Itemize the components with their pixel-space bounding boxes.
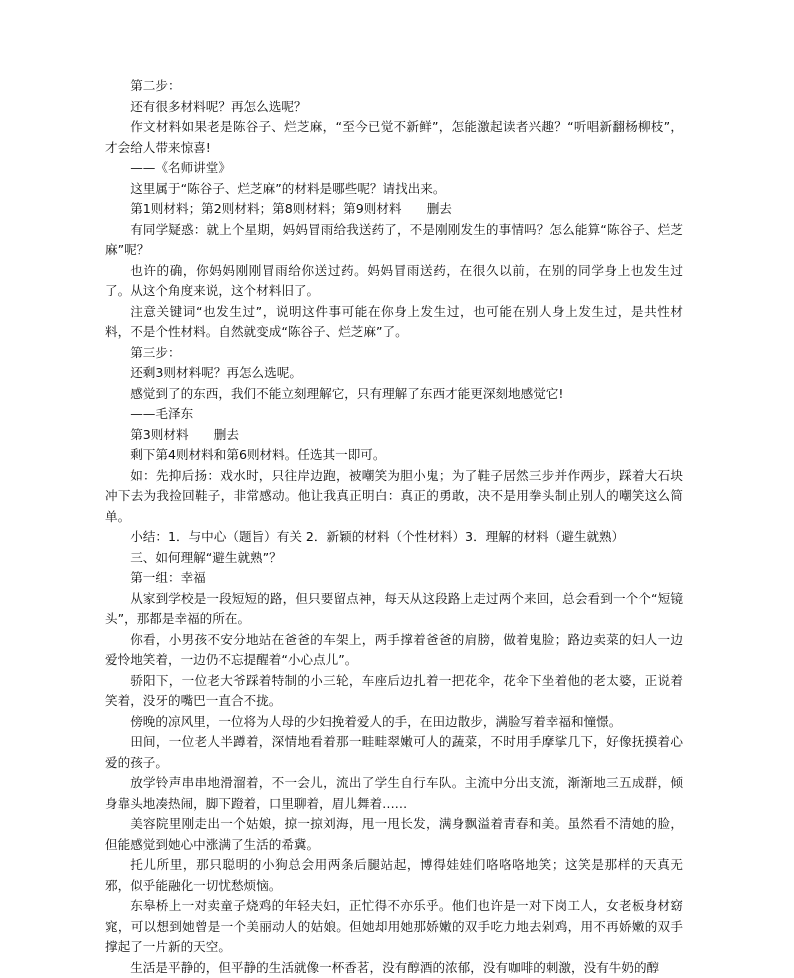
quote-source: ——《名师讲堂》 [105,158,683,179]
step-heading: 第二步： [105,76,683,97]
paragraph: 骄阳下，一位老大爷踩着特制的小三轮，车座后边扎着一把花伞，花伞下坐着他的老太婆，正说着笑着，没牙的嘴巴一直合不拢。 [105,671,683,712]
paragraph: 还剩3则材料呢？再怎么选呢。 [105,363,683,384]
paragraph: 东皋桥上一对卖童子烧鸡的年轻夫妇，正忙得不亦乐乎。他们也许是一对下岗工人，女老板身材窈窕，可以想到她曾是一个美丽动人的姑娘。但她却用她那娇嫩的双手吃力地去剁鸡，用不再娇嫩的双手撑起了一片新的天空。 [105,896,683,958]
paragraph: 第3则材料 删去 [105,425,683,446]
paragraph: 如：先抑后扬：戏水时，只往岸边跑，被嘲笑为胆小鬼；为了鞋子居然三步并作两步，踩着大石块冲下去为我捡回鞋子，非常感动。他让我真正明白：真正的勇敢，决不是用拳头制止别人的嘲笑这么简单。 [105,466,683,528]
paragraph: 作文材料如果老是陈谷子、烂芝麻，“至今已觉不新鲜”，怎能激起读者兴趣？“听唱新翻杨柳枝”，才会给人带来惊喜! [105,117,683,158]
paragraph: 还有很多材料呢？再怎么选呢？ [105,97,683,118]
paragraph: 你看，小男孩不安分地站在爸爸的车架上，两手撑着爸爸的肩膀，做着鬼脸；路边卖菜的妇人一边爱怜地笑着，一边仍不忘提醒着“小心点儿”。 [105,630,683,671]
paragraph: 田间，一位老人半蹲着，深情地看着那一畦畦翠嫩可人的蔬菜，不时用手摩挲几下，好像抚摸着心爱的孩子。 [105,732,683,773]
paragraph: 感觉到了的东西，我们不能立刻理解它，只有理解了东西才能更深刻地感觉它! [105,384,683,405]
summary: 小结：1．与中心（题旨）有关 2．新颖的材料（个性材料）3．理解的材料（避生就熟） [105,527,683,548]
group-heading: 第一组：幸福 [105,568,683,589]
paragraph: 也许的确，你妈妈刚刚冒雨给你送过药。妈妈冒雨送药，在很久以前，在别的同学身上也发生过了。从这个角度来说，这个材料旧了。 [105,261,683,302]
paragraph: 这里属于“陈谷子、烂芝麻”的材料是哪些呢？请找出来。 [105,179,683,200]
paragraph: 从家到学校是一段短短的路，但只要留点神，每天从这段路上走过两个来回，总会看到一个个“短镜头”，那都是幸福的所在。 [105,589,683,630]
paragraph: 注意关键词“也发生过”，说明这件事可能在你身上发生过，也可能在别人身上发生过，是共性材料，不是个性材料。自然就变成“陈谷子、烂芝麻”了。 [105,302,683,343]
paragraph: 美容院里刚走出一个姑娘，掠一掠刘海，甩一甩长发，满身飘溢着青春和美。虽然看不清她的脸，但能感觉到她心中涨满了生活的希冀。 [105,814,683,855]
paragraph: 有同学疑惑：就上个星期，妈妈冒雨给我送药了，不是刚刚发生的事情吗？怎么能算“陈谷子、烂芝麻”呢？ [105,220,683,261]
document-body [105,76,683,978]
paragraph: 生活是平静的，但平静的生活就像一杯香茗，没有醇酒的浓郁，没有咖啡的刺激，没有牛奶的醇 [105,958,683,978]
paragraph: 第1则材料；第2则材料；第8则材料；第9则材料 删去 [105,199,683,220]
quote-source: ——毛泽东 [105,404,683,425]
section-heading: 三、如何理解“避生就熟”？ [105,548,683,569]
paragraph: 剩下第4则材料和第6则材料。任选其一即可。 [105,445,683,466]
paragraph: 傍晚的凉风里，一位将为人母的少妇挽着爱人的手，在田边散步，满脸写着幸福和憧憬。 [105,712,683,733]
paragraph: 放学铃声串串地滑溜着，不一会儿，流出了学生自行车队。主流中分出支流，渐渐地三五成群，倾身靠头地凑热闹，脚下蹬着，口里聊着，眉儿舞着…… [105,773,683,814]
paragraph: 托儿所里，那只聪明的小狗总会用两条后腿站起，博得娃娃们咯咯咯地笑；这笑是那样的天真无邪，似乎能融化一切忧愁烦恼。 [105,855,683,896]
step-heading: 第三步： [105,343,683,364]
